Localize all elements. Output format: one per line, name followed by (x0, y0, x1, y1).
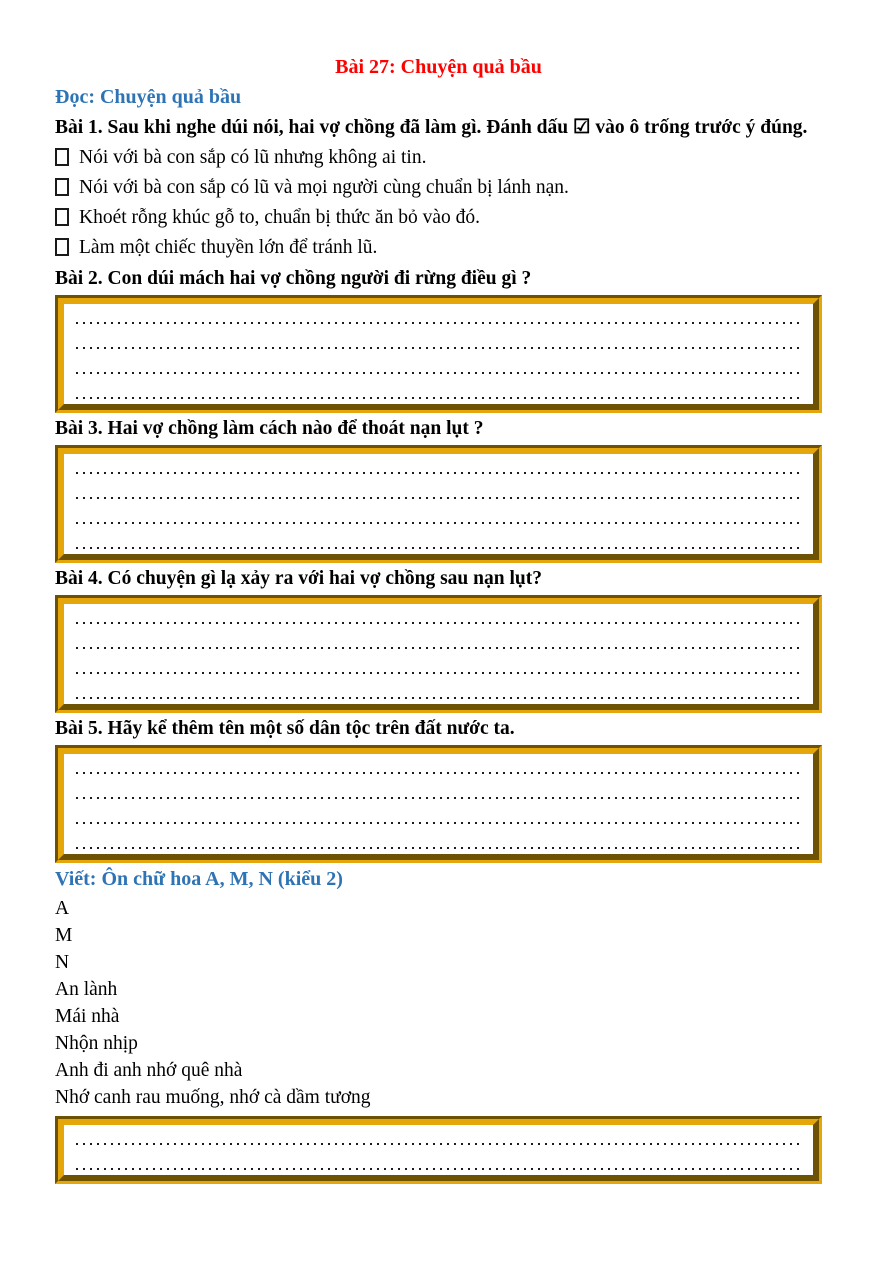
dotted-answer-line (76, 604, 801, 629)
checkbox-icon[interactable] (55, 238, 69, 256)
lesson-title: Bài 27: Chuyện quả bầu (335, 56, 542, 78)
answer-box-writing (55, 1116, 822, 1184)
exercise-4-title: Bài 4. Có chuyện gì lạ xảy ra với hai vợ chồng sau nạn lụt? (55, 568, 542, 589)
practice-line: A (55, 898, 70, 919)
answer-area[interactable] (58, 1119, 819, 1181)
practice-line: N (55, 952, 70, 973)
exercise-1-options (55, 143, 822, 263)
dotted-answer-line (76, 329, 801, 354)
exercise-5-title: Bài 5. Hãy kể thêm tên một số dân tộc trên đất nước ta. (55, 718, 515, 739)
writing-section-heading: Viết: Ôn chữ hoa A, M, N (kiểu 2) (55, 868, 343, 890)
dotted-answer-line (76, 829, 801, 854)
dotted-answer-line (76, 1150, 801, 1175)
answer-area[interactable] (58, 448, 819, 560)
practice-line: Anh đi anh nhớ quê nhà (55, 1060, 243, 1081)
checkbox-icon[interactable] (55, 148, 69, 166)
dotted-answer-line (76, 504, 801, 529)
option-label: Nói với bà con sắp có lũ và mọi người cùng chuẩn bị lánh nạn. (79, 177, 569, 198)
dotted-answer-line (76, 479, 801, 504)
exercise-1-title: Bài 1. Sau khi nghe dúi nói, hai vợ chồng đã làm gì. Đánh dấu ☑ vào ô trống trước ý đúng. (55, 117, 808, 138)
answer-option (55, 173, 822, 203)
answer-area[interactable] (58, 748, 819, 860)
exercise-2-title: Bài 2. Con dúi mách hai vợ chồng người đi rừng điều gì ? (55, 268, 532, 289)
exercise-3-title: Bài 3. Hai vợ chồng làm cách nào để thoát nạn lụt ? (55, 418, 484, 439)
dotted-answer-line (76, 529, 801, 554)
practice-line: Nhộn nhịp (55, 1033, 138, 1054)
option-label: Nói với bà con sắp có lũ nhưng không ai tin. (79, 147, 427, 168)
dotted-answer-line (76, 654, 801, 679)
dotted-answer-line (76, 754, 801, 779)
dotted-answer-line (76, 679, 801, 704)
answer-option (55, 143, 822, 173)
writing-practice-list (55, 895, 822, 1111)
dotted-answer-line (76, 779, 801, 804)
dotted-answer-line (76, 304, 801, 329)
answer-box-exercise-5 (55, 745, 822, 863)
dotted-answer-line (76, 354, 801, 379)
practice-line: Mái nhà (55, 1006, 120, 1027)
dotted-answer-line (76, 804, 801, 829)
dotted-answer-line (76, 454, 801, 479)
checkbox-icon[interactable] (55, 208, 69, 226)
practice-line: M (55, 925, 73, 946)
answer-option (55, 203, 822, 233)
answer-box-exercise-4 (55, 595, 822, 713)
dotted-answer-line (76, 379, 801, 404)
option-label: Khoét rỗng khúc gỗ to, chuẩn bị thức ăn bỏ vào đó. (79, 207, 481, 228)
answer-area[interactable] (58, 298, 819, 410)
practice-line: An lành (55, 979, 118, 1000)
dotted-answer-line (76, 629, 801, 654)
answer-option (55, 233, 822, 263)
checkbox-icon[interactable] (55, 178, 69, 196)
option-label: Làm một chiếc thuyền lớn để tránh lũ. (79, 237, 378, 258)
dotted-answer-line (76, 1125, 801, 1150)
answer-area[interactable] (58, 598, 819, 710)
answer-box-exercise-2 (55, 295, 822, 413)
answer-box-exercise-3 (55, 445, 822, 563)
practice-line: Nhớ canh rau muống, nhớ cà dầm tương (55, 1087, 371, 1108)
reading-section-heading: Đọc: Chuyện quả bầu (55, 86, 242, 108)
